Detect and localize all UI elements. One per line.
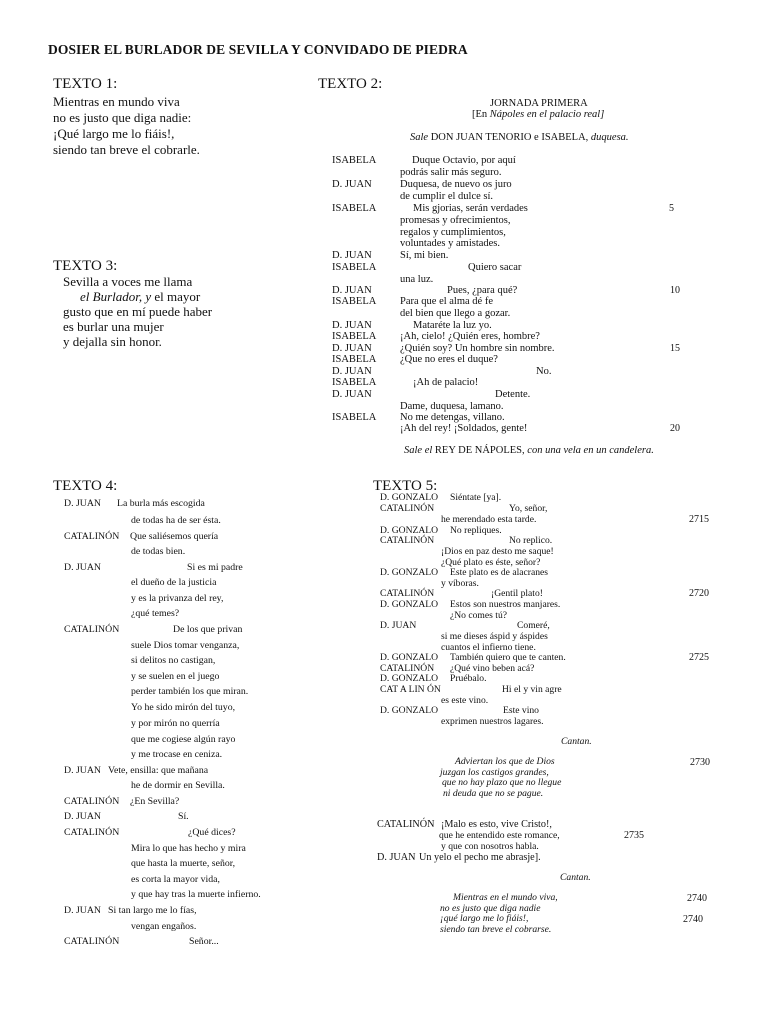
stage-direction: Cantan. (561, 736, 592, 747)
speaker: D. GONZALO (380, 652, 439, 663)
dialogue-text: Un yelo el pecho me abrasje]. (419, 852, 541, 863)
speaker: D. JUAN (332, 366, 372, 377)
dialogue-text: Señor... (189, 936, 219, 947)
dialogue-text: Este plato es de alacranes (450, 567, 549, 578)
dialogue-text: ¿Qué dices? (188, 827, 236, 838)
line-number: 2740 (687, 893, 707, 904)
dialogue-text: ¡Ah, cielo! ¿Quién eres, hombre? (400, 331, 540, 342)
dialogue-text: una luz. (400, 274, 434, 285)
speaker: CATALINÓN (64, 624, 120, 635)
dialogue-text: y me trocase en ceniza. (131, 749, 223, 760)
speaker: CATALINÓN (380, 588, 435, 599)
dialogue-text: Si es mi padre (187, 562, 243, 573)
dialogue-text: y víboras. (441, 578, 479, 589)
poem-line: Mientras en mundo viva (53, 94, 180, 109)
speaker: CATALINÓN (64, 936, 120, 947)
line-number: 20 (670, 423, 680, 434)
poem-line: ¡Qué largo me lo fiáis!, (53, 126, 175, 141)
song-verse (440, 757, 561, 799)
speaker: ISABELA (332, 412, 377, 423)
line-number: 2740 (683, 914, 703, 925)
line-number: 2730 (690, 757, 710, 768)
dialogue-text: ¿Qué plato es éste, señor? (441, 557, 541, 568)
song-verse (440, 893, 558, 935)
speaker: D. GONZALO (380, 705, 439, 716)
dialogue-text: y que hay tras la muerte infierno. (131, 889, 261, 900)
song-line: Adviertan los que de Dios (455, 756, 555, 767)
dialogue-text: cuantos el infierno tiene. (441, 642, 536, 653)
setting-line: [En Nápoles en el palacio real] (472, 109, 605, 120)
dialogue-text: de todas ha de ser ésta. (131, 515, 221, 526)
dialogue-text: de todas bien. (131, 546, 186, 557)
dialogue-text: del bien que llego a gozar. (400, 308, 511, 319)
dialogue-text: y es la privanza del rey, (131, 593, 224, 604)
speaker: D. JUAN (332, 179, 372, 190)
speaker: ISABELA (332, 331, 377, 342)
document-title: DOSIER EL BURLADOR DE SEVILLA Y CONVIDADO DE PIEDRA (48, 42, 468, 57)
song-line: no es justo que diga nadie (440, 902, 541, 914)
dialogue-text: de cumplir el dulce sí. (400, 191, 494, 202)
song-line: juzgan los castigos grandes, (440, 766, 549, 778)
dialogue-text: vengan engaños. (131, 921, 197, 932)
dialogue-text: Comeré, (517, 620, 550, 631)
speaker: D. GONZALO (380, 567, 439, 578)
dialogue-text: Siéntate [ya]. (450, 492, 502, 503)
dialogue-text: Hi el y vin agre (502, 684, 562, 695)
stage-direction: Cantan. (560, 872, 591, 883)
dialogue-text: he de dormir en Sevilla. (131, 780, 225, 791)
dialogue-text: No me detengas, villano. (400, 412, 505, 423)
dialogue-text: podrás salir más seguro. (400, 167, 502, 178)
dialogue-text: ¿Que no eres el duque? (400, 354, 498, 365)
dialogue-text: Yo, señor, (509, 503, 548, 514)
dialogue-text: De los que privan (173, 624, 243, 635)
song-line: que no hay plazo que no llegue (442, 777, 562, 789)
stage-direction: Sale el REY DE NÁPOLES, con una vela en un candelera. (404, 445, 654, 456)
dialogue-text: Sí, mi bien. (400, 250, 449, 261)
dialogue-text: el dueño de la justicia (131, 577, 217, 588)
speaker: CAT A LIN ÓN (380, 684, 441, 695)
dialogue-text: si me dieses áspid y áspides (441, 631, 548, 642)
song-line: Mientras en el mundo viva, (453, 892, 558, 903)
dialogue-text: y por mirón no querría (131, 718, 220, 729)
dialogue-text: Yo he sido mirón del tuyo, (131, 702, 236, 713)
dialogue-text: ¡Malo es esto, vive Cristo!, (441, 819, 552, 830)
speaker: CATALINÓN (64, 531, 120, 542)
speaker: D. GONZALO (380, 599, 439, 610)
dialogue-text: Sí. (178, 811, 189, 822)
speaker: ISABELA (332, 262, 377, 273)
song-line: ni deuda que no se pague. (443, 787, 544, 799)
poem-line: es burlar una mujer (63, 319, 164, 334)
stage-direction: Sale DON JUAN TENORIO e ISABELA, duquesa. (410, 132, 629, 143)
poem-line: no es justo que diga nadie: (53, 110, 192, 125)
dialogue-text: La burla más escogida (117, 498, 205, 509)
speaker: CATALINÓN (64, 827, 120, 838)
dialogue-text: que me cogiese algún rayo (131, 734, 236, 745)
speaker: D. JUAN (64, 811, 102, 822)
dialogue-text: voluntades y amistades. (400, 238, 501, 249)
dialogue-text: ¿Qué vino beben acá? (450, 663, 535, 674)
speaker: ISABELA (332, 354, 377, 365)
line-number: 15 (670, 343, 680, 354)
dialogue-text: Quiero sacar (468, 262, 522, 273)
jornada-heading: JORNADA PRIMERA (490, 98, 588, 109)
dialogue-text: Para que el alma dé fe (400, 296, 493, 307)
texto2-heading: TEXTO 2: (318, 76, 383, 92)
dialogue-text: ¿En Sevilla? (130, 796, 180, 807)
speaker: D. JUAN (332, 250, 372, 261)
dialogue-text: Mataréte la luz yo. (413, 320, 492, 331)
dialogue-text: perder también los que miran. (131, 686, 249, 697)
dialogue-text: ¿Quién soy? Un hombre sin nombre. (400, 343, 555, 354)
speaker: D. GONZALO (380, 673, 439, 684)
texto3-heading: TEXTO 3: (53, 258, 118, 274)
speaker: D. JUAN (332, 320, 372, 331)
line-number: 2720 (689, 588, 709, 599)
dialogue-text: ¿qué temes? (131, 608, 180, 619)
dialogue-text: No replico. (509, 535, 553, 546)
dialogue-text: regalos y cumplimientos, (400, 227, 506, 238)
texto3-poem (53, 274, 212, 349)
speaker: CATALINÓN (377, 819, 435, 830)
speaker: D. JUAN (332, 343, 372, 354)
speaker: D. JUAN (64, 905, 102, 916)
dialogue-text: Dame, duquesa, lamano. (400, 401, 504, 412)
dialogue-text: y que con nosotros habla. (441, 841, 539, 852)
dialogue-text: Pruébalo. (450, 673, 487, 684)
poem-line: y dejalla sin honor. (63, 334, 162, 349)
dialogue-text: Duquesa, de nuevo os juro (400, 179, 512, 190)
speaker: D. JUAN (380, 620, 417, 631)
dialogue-text: es corta la mayor vida, (131, 874, 220, 885)
speaker: D. JUAN (332, 285, 372, 296)
dialogue-text: Que saliésemos quería (130, 531, 219, 542)
line-number: 10 (670, 285, 680, 296)
speaker: ISABELA (332, 296, 377, 307)
speaker: CATALINÓN (380, 503, 435, 514)
dialogue-text: exprimen nuestros lagares. (441, 716, 544, 727)
dialogue-text: Vete, ensilla: que mañana (108, 765, 209, 776)
dialogue-text: No. (536, 366, 552, 377)
dialogue-text: promesas y ofrecimientos, (400, 215, 511, 226)
dialogue-text: Si tan largo me lo fías, (108, 905, 197, 916)
dialogue-text: es este vino. (441, 695, 489, 706)
dialogue-text: Este vino (503, 705, 539, 716)
line-number: 5 (669, 203, 674, 214)
line-number: 2725 (689, 652, 709, 663)
dialogue-text: he merendado esta tarde. (441, 514, 537, 525)
speaker: CATALINÓN (380, 535, 435, 546)
line-number: 2735 (624, 830, 644, 841)
dialogue-text: suele Dios tomar venganza, (131, 640, 240, 651)
speaker: D. GONZALO (380, 492, 439, 503)
dialogue-text: ¿No comes tú? (450, 610, 508, 621)
dialogue-text: Mira lo que has hecho y mira (131, 843, 246, 854)
speaker: D. JUAN (64, 562, 102, 573)
texto5-heading: TEXTO 5: (373, 478, 438, 494)
poem-line: siendo tan breve el cobrarle. (53, 142, 200, 157)
speaker: CATALINÓN (64, 796, 120, 807)
dialogue-text: si delitos no castigan, (131, 655, 216, 666)
speaker: D. JUAN (377, 852, 416, 863)
texto1-heading: TEXTO 1: (53, 76, 118, 92)
speaker: CATALINÓN (380, 663, 435, 674)
dialogue-text: Pues, ¿para qué? (447, 285, 518, 296)
speaker: ISABELA (332, 203, 377, 214)
song-line: siendo tan breve el cobrarse. (440, 923, 552, 935)
dialogue-text: que hasta la muerte, señor, (131, 858, 236, 869)
dialogue-text: y se suelen en el juego (131, 671, 220, 682)
speaker: D. GONZALO (380, 525, 439, 536)
line-number: 2715 (689, 514, 709, 525)
dialogue-line: ISABELA (332, 155, 377, 166)
speaker: D. JUAN (64, 765, 102, 776)
dialogue-text: ¡Ah de palacio! (413, 377, 479, 388)
dialogue-text: ¡Ah del rey! ¡Soldados, gente! (400, 423, 528, 434)
dialogue-text: Detente. (495, 389, 531, 400)
speaker: ISABELA (332, 377, 377, 388)
dialogue-text: que he entendido este romance, (439, 830, 560, 841)
dialogue-text: Mis gjorias, serán verdades (413, 203, 528, 214)
dialogue-text: También quiero que te canten. (450, 652, 566, 663)
dialogue-text: ¡Dios en paz desto me saque! (441, 546, 554, 557)
dialogue-text: No repliques. (450, 525, 502, 536)
speaker: D. JUAN (64, 498, 102, 509)
song-line: ¡qué largo me lo fiáis!, (440, 913, 529, 925)
dialogue-text: ¡Gentil plato! (491, 588, 543, 599)
texto4-heading: TEXTO 4: (53, 478, 118, 494)
dialogue-text: Duque Octavio, por aquí (412, 155, 516, 166)
poem-line: gusto que en mí puede haber (63, 304, 213, 319)
speaker: D. JUAN (332, 389, 372, 400)
dialogue-text: Estos son nuestros manjares. (450, 599, 561, 610)
poem-line: el Burlador, y el mayor (80, 289, 201, 304)
poem-line: Sevilla a voces me llama (63, 274, 193, 289)
texto1-poem (53, 94, 200, 158)
